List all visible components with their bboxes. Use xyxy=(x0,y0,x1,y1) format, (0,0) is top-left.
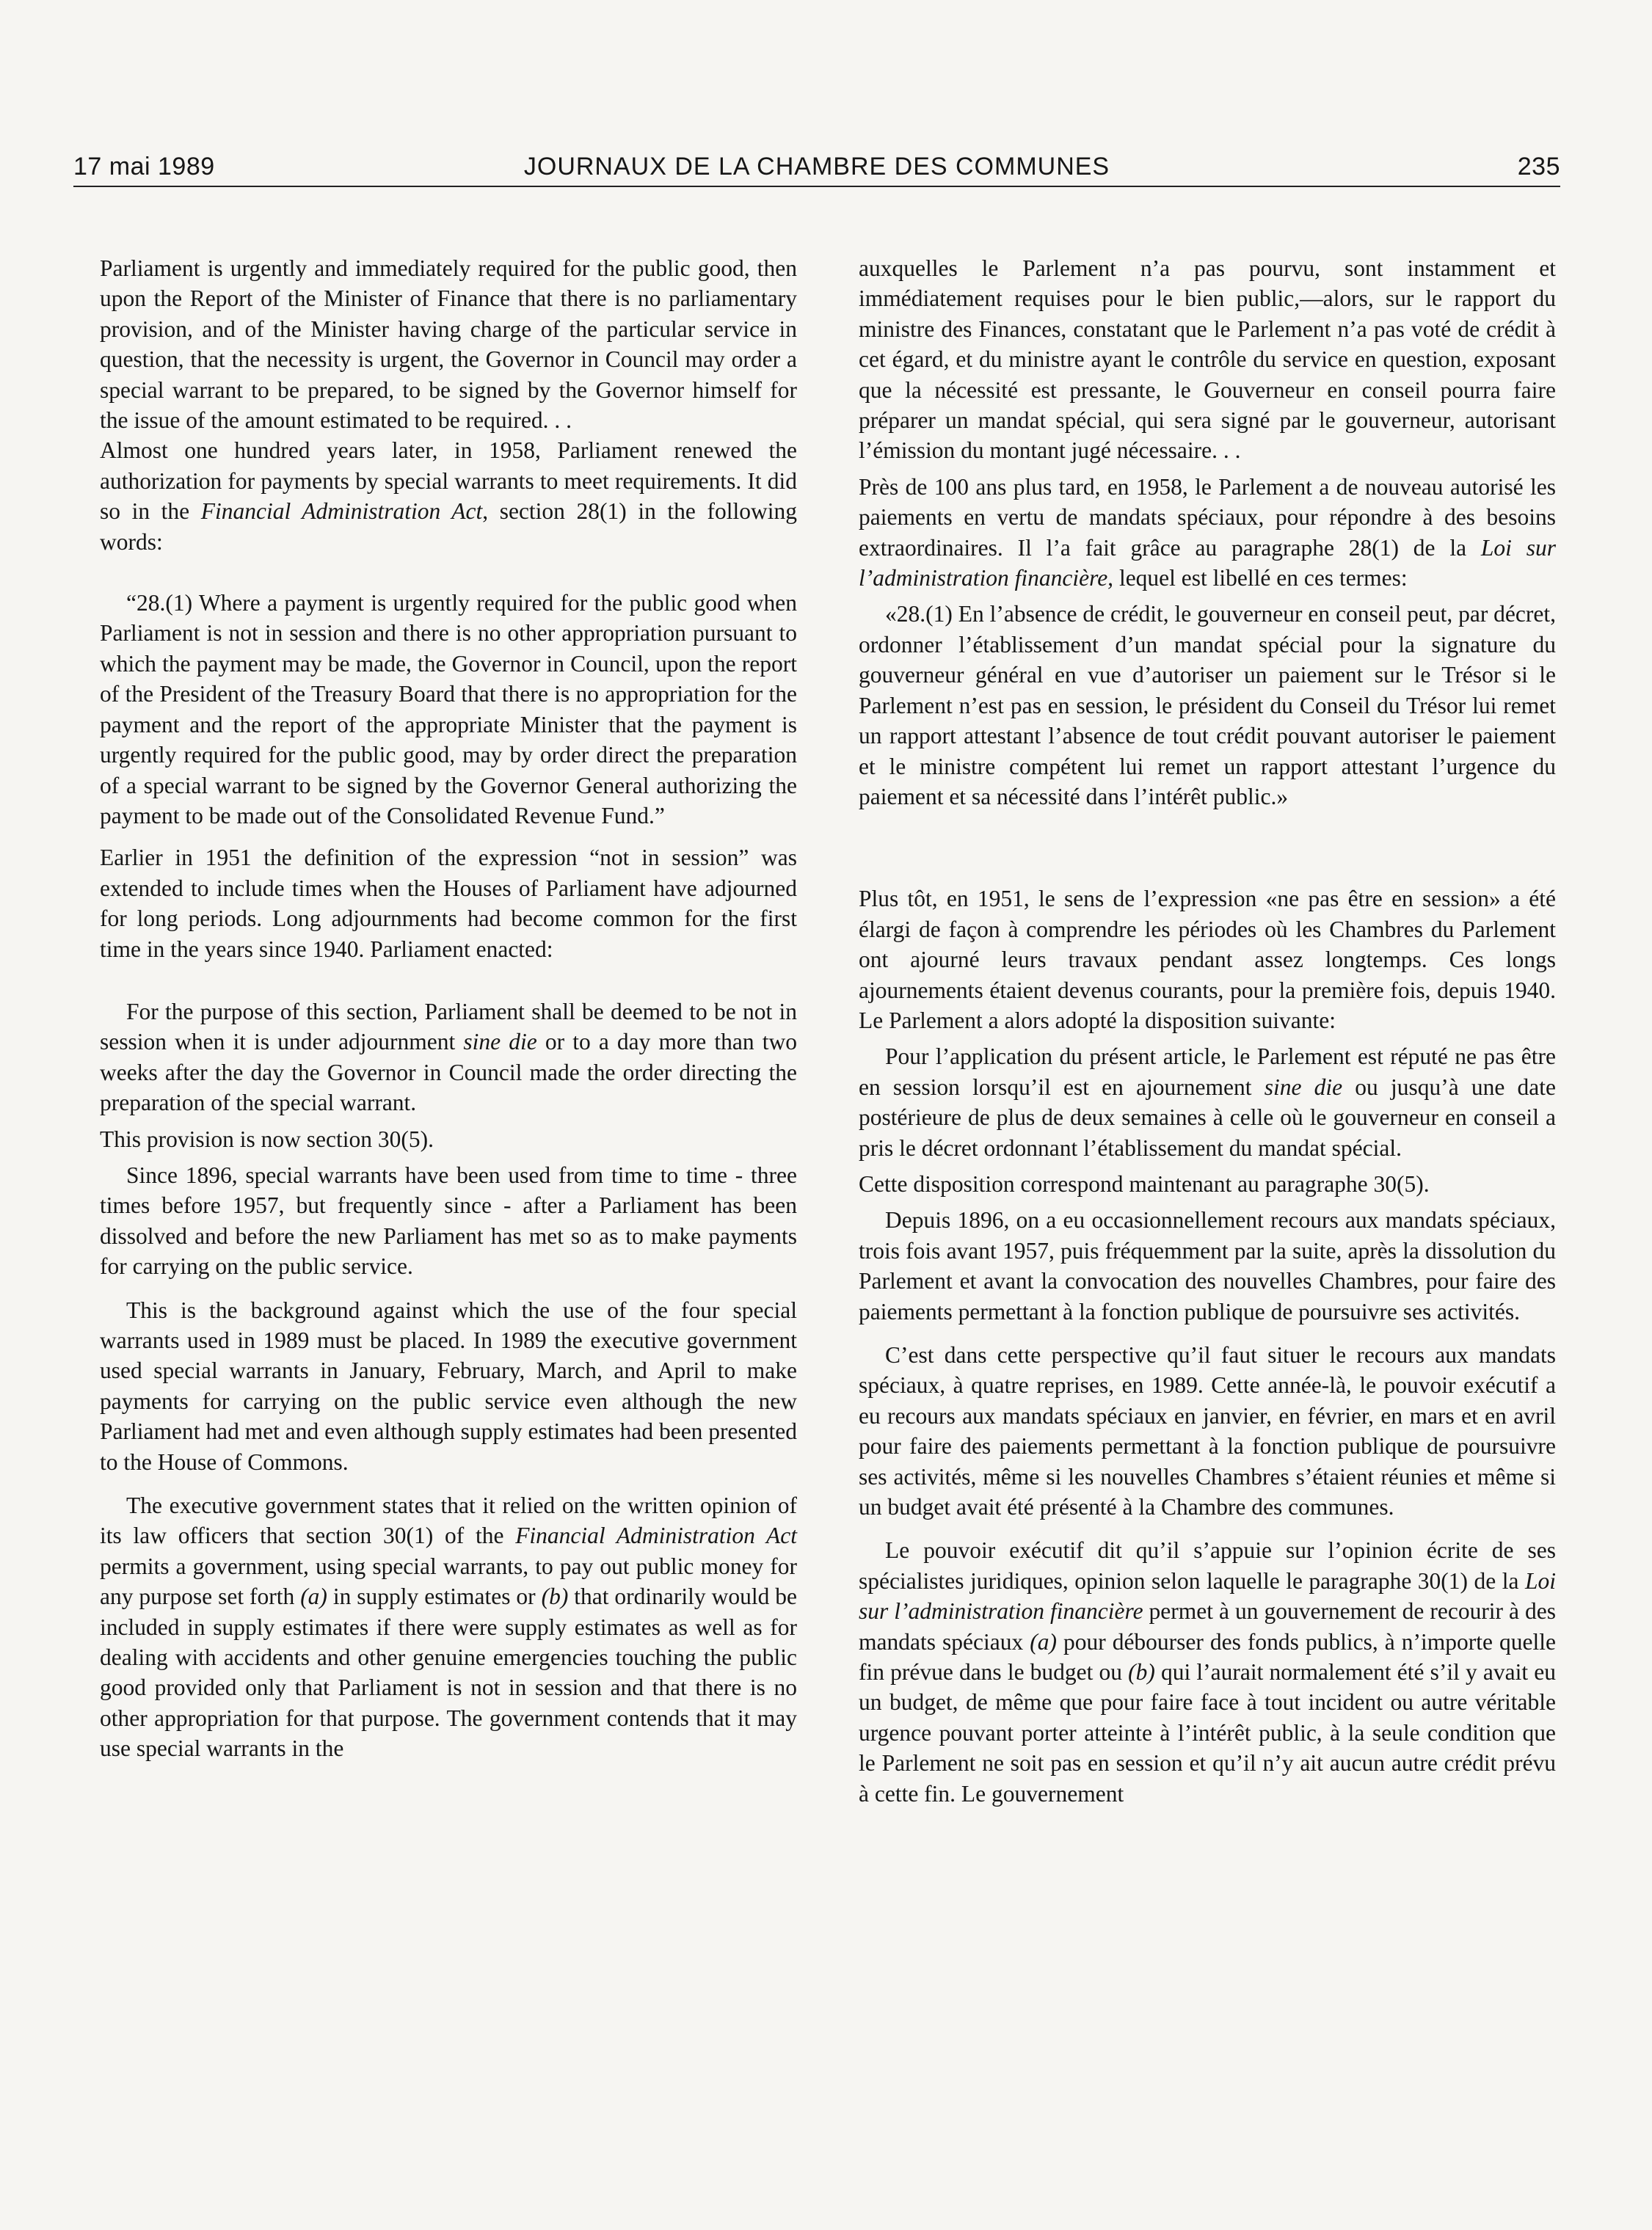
paragraph: C’est dans cette perspective qu’il faut situer le recours aux mandats spéciaux, à quatre reprises, en 1989. Cette année-là, le pouvoir exécutif a eu recours aux mandats spéciaux en janvier, en février, en mars et en avril pour faire des paiements permettant à la fonction publique de poursuivre ses activités, même si les nouvelles Chambres s’étaient réunies et même si un budget avait été présenté à la Chambre des communes. xyxy=(859,1342,1556,1520)
paragraph: Plus tôt, en 1951, le sens de l’expression «ne pas être en session» a été élargi de façon à comprendre les périodes où les Chambres du Parlement ont ajourné leurs travaux pendant assez longtemps. Ces longs ajournements étaient devenus courants, pour la première fois, depuis 1940. Le Parlement a alors adopté la disposition suivante: xyxy=(859,886,1556,1033)
block-quote: Pour l’application du présent article, le Parlement est réputé ne pas être en session lorsqu’il est en ajournement sine die ou jusqu’à une date postérieure de plus de deux semaines à celle où le gouverneur en conseil a pris le décret ordonnant l’établissement du mandat spécial. xyxy=(859,1043,1556,1161)
block-quote: For the purpose of this section, Parliament shall be deemed to be not in session when it is under adjournment sine die or to a day more than two weeks after the day the Governor in Council made the order directing the preparation of the special warrant. xyxy=(100,998,797,1116)
french-column xyxy=(859,253,1556,1809)
english-column xyxy=(100,253,797,1764)
header-title: JOURNAUX DE LA CHAMBRE DES COMMUNES xyxy=(523,153,1110,181)
paragraph: Parliament is urgently and immediately required for the public good, then upon the Report of the Minister of Finance that there is no parliamentary provision, and of the Minister having charge of the particular service in question, that the necessity is urgent, the Governor in Council may order a special warrant to be prepared, to be signed by the Governor himself for the issue of the amount estimated to be required. . . xyxy=(100,255,797,434)
paragraph: Almost one hundred years later, in 1958, Parliament renewed the authorization for payments by special warrants to meet requirements. It did so in the Financial Administration Act, section 28(1) in the following words: xyxy=(100,437,797,555)
paragraph: Depuis 1896, on a eu occasionnellement recours aux mandats spéciaux, trois fois avant 1957, puis fréquemment par la suite, après la dissolution du Parlement et avant la convocation des nouvelles Chambres, pour faire des paiements permettant à la fonction publique de poursuivre ses activités. xyxy=(859,1207,1556,1324)
page-number: 235 xyxy=(1517,153,1560,181)
paragraph: Since 1896, special warrants have been used from time to time - three times before 1957, but frequently since - after a Parliament has been dissolved and before the new Parliament has met so as to make payments for carrying on the public service. xyxy=(100,1162,797,1280)
paragraph: This is the background against which the use of the four special warrants used in 1989 must be placed. In 1989 the executive government used special warrants in January, February, March, and April to make payments for carrying on the public service even although the new Parliament had met and even although supply estimates had been presented to the House of Commons. xyxy=(100,1297,797,1475)
paragraph: Le pouvoir exécutif dit qu’il s’appuie sur l’opinion écrite de ses spécialistes juridiques, opinion selon laquelle le paragraphe 30(1) de la Loi sur l’administration financière permet à un gouvernement de recourir à des mandats spéciaux (a) pour débourser des fonds publics, à n’importe quelle fin prévue dans le budget ou (b) qui l’aurait normalement été s’il y avait eu un budget, de même que pour faire face à tout incident ou autre véritable urgence pouvant porter atteinte à l’intérêt public, à la seule condition que le Parlement ne soit pas en session et qu’il n’y ait aucun autre crédit prévu à cette fin. Le gouvernement xyxy=(859,1537,1556,1807)
block-quote: “28.(1) Where a payment is urgently required for the public good when Parliament is not in session and there is no other appropriation pursuant to which the payment may be made, the Governor in Council, upon the report of the President of the Treasury Board that there is no appropriation for the payment and the report of the appropriate Minister that the payment is urgently required for the public good, may by order direct the preparation of a special warrant to be signed by the Governor General authorizing the payment to be made out of the Consolidated Revenue Fund.” xyxy=(100,590,797,828)
page-header xyxy=(73,149,1560,187)
paragraph: Cette disposition correspond maintenant au paragraphe 30(5). xyxy=(859,1170,1430,1197)
block-quote: «28.(1) En l’absence de crédit, le gouverneur en conseil peut, par décret, ordonner l’établissement d’un mandat spécial pour la signature du gouverneur général en vue d’autoriser un paiement sur le Trésor si le Parlement n’est pas en session, le président du Conseil du Trésor lui remet un rapport attestant l’absence de tout crédit pouvant autoriser le paiement et le ministre compétent lui remet un rapport attestant l’urgence du paiement et sa nécessité dans l’intérêt public.» xyxy=(859,601,1556,809)
paragraph: Earlier in 1951 the definition of the expression “not in session” was extended to include times when the Houses of Parliament have adjourned for long periods. Long adjournments had become common for the first time in the years since 1940. Parliament enacted: xyxy=(100,845,797,962)
paragraph: auxquelles le Parlement n’a pas pourvu, sont instamment et immédiatement requises pour le bien public,—alors, sur le rapport du ministre des Finances, constatant que le Parlement n’a pas voté de crédit à cet égard, et du ministre ayant le contrôle du service en question, exposant que la nécessité est pressante, le Gouverneur en conseil pourra faire préparer un mandat spécial, qui sera signé par le gouverneur, autorisant l’émission du montant jugé nécessaire. . . xyxy=(859,255,1556,464)
paragraph: This provision is now section 30(5). xyxy=(100,1126,434,1152)
paragraph: Près de 100 ans plus tard, en 1958, le Parlement a de nouveau autorisé les paiements en vertu de mandats spéciaux, pour répondre à des besoins extraordinaires. Il l’a fait grâce au paragraphe 28(1) de la Loi sur l’administration financière, lequel est libellé en ces termes: xyxy=(859,473,1556,591)
header-date: 17 mai 1989 xyxy=(73,153,215,181)
paragraph: The executive government states that it relied on the written opinion of its law officers that section 30(1) of the Financial Administration Act permits a government, using special warrants, to pay out public money for any purpose set forth (a) in supply estimates or (b) that ordinarily would be included in supply estimates if there were supply estimates as well as for dealing with accidents and other genuine emergencies touching the public good provided only that Parliament is not in session and that there is no other appropriation for that purpose. The government contends that it may use special warrants in the xyxy=(100,1493,797,1762)
